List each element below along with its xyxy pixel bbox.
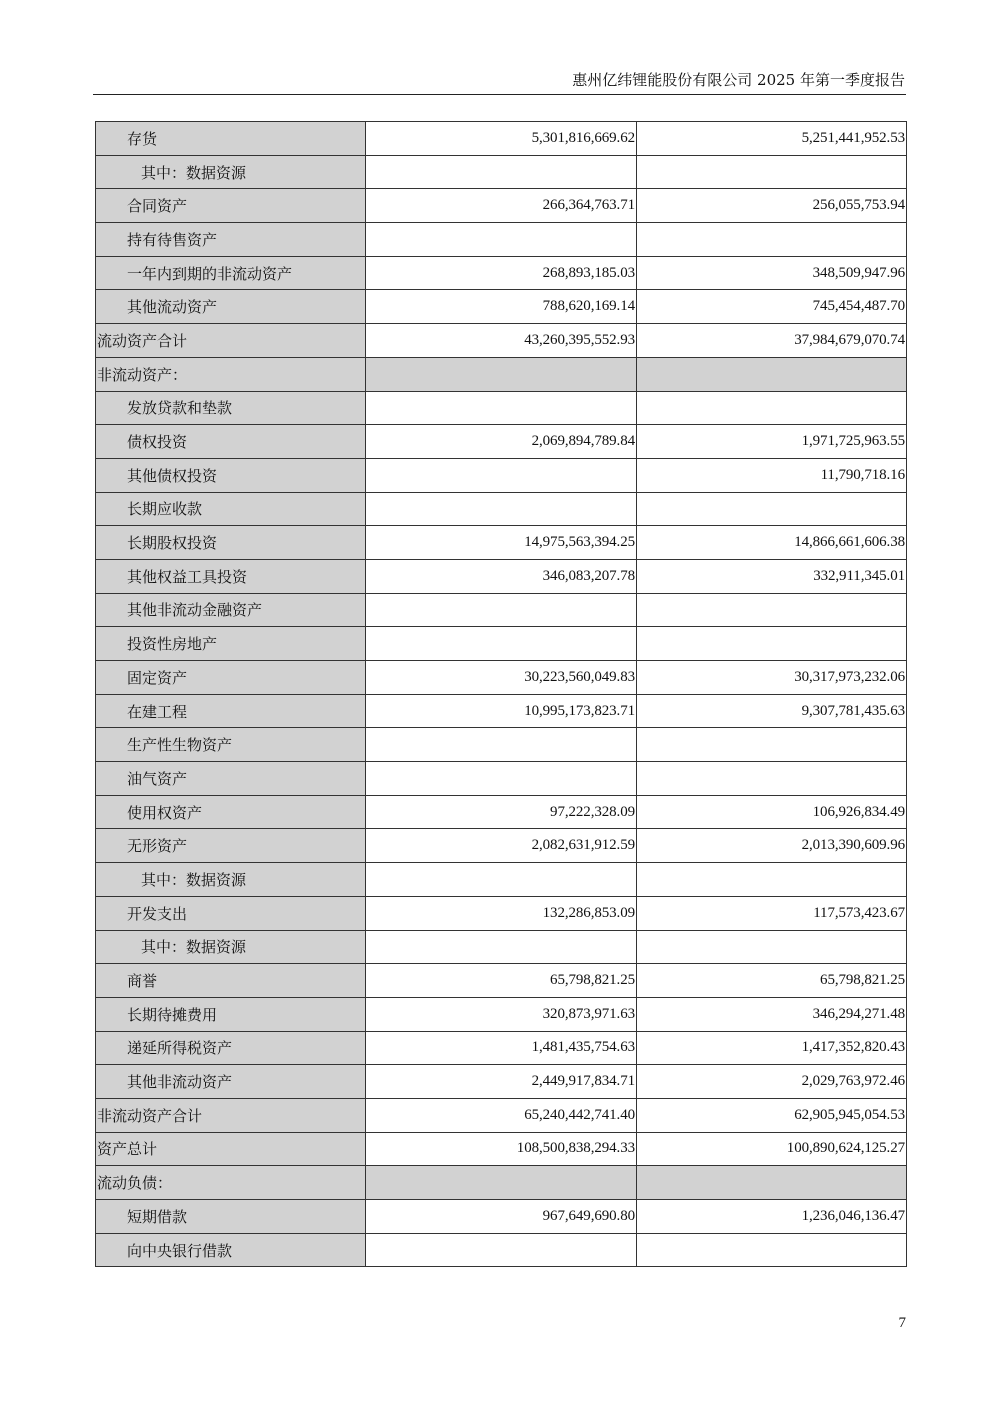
row-label: 开发支出 bbox=[96, 896, 366, 930]
table-row bbox=[96, 324, 907, 358]
table-row bbox=[96, 964, 907, 998]
section-header-row bbox=[96, 1166, 907, 1200]
period-end-value bbox=[366, 762, 637, 796]
table-row bbox=[96, 1233, 907, 1267]
row-label: 固定资产 bbox=[96, 661, 366, 695]
row-label: 非流动资产： bbox=[96, 357, 366, 391]
table-row bbox=[96, 1065, 907, 1099]
row-label: 短期借款 bbox=[96, 1200, 366, 1234]
row-label: 持有待售资产 bbox=[96, 223, 366, 257]
table-row bbox=[96, 1031, 907, 1065]
table-row bbox=[96, 155, 907, 189]
period-end-value bbox=[366, 1233, 637, 1267]
row-label: 存货 bbox=[96, 122, 366, 156]
table-row bbox=[96, 661, 907, 695]
table-row bbox=[96, 425, 907, 459]
row-label: 其中：数据资源 bbox=[96, 930, 366, 964]
balance-sheet-table-body bbox=[96, 122, 907, 1267]
table-row bbox=[96, 256, 907, 290]
table-row bbox=[96, 863, 907, 897]
period-end-value: 268,893,185.03 bbox=[366, 256, 637, 290]
period-end-value: 10,995,173,823.71 bbox=[366, 694, 637, 728]
table-row bbox=[96, 896, 907, 930]
period-start-value: 11,790,718.16 bbox=[637, 458, 907, 492]
period-start-value: 1,236,046,136.47 bbox=[637, 1200, 907, 1234]
row-label: 其他权益工具投资 bbox=[96, 559, 366, 593]
section-header-row bbox=[96, 357, 907, 391]
row-label: 合同资产 bbox=[96, 189, 366, 223]
row-label: 债权投资 bbox=[96, 425, 366, 459]
period-start-value bbox=[637, 1166, 907, 1200]
period-start-value: 106,926,834.49 bbox=[637, 795, 907, 829]
period-start-value bbox=[637, 357, 907, 391]
period-end-value: 2,449,917,834.71 bbox=[366, 1065, 637, 1099]
table-row bbox=[96, 458, 907, 492]
table-row bbox=[96, 391, 907, 425]
table-row bbox=[96, 728, 907, 762]
table-row bbox=[96, 762, 907, 796]
period-end-value: 266,364,763.71 bbox=[366, 189, 637, 223]
table-row bbox=[96, 526, 907, 560]
row-label: 向中央银行借款 bbox=[96, 1233, 366, 1267]
period-start-value bbox=[637, 762, 907, 796]
period-start-value: 5,251,441,952.53 bbox=[637, 122, 907, 156]
period-start-value: 346,294,271.48 bbox=[637, 997, 907, 1031]
period-end-value: 97,222,328.09 bbox=[366, 795, 637, 829]
period-start-value: 9,307,781,435.63 bbox=[637, 694, 907, 728]
period-start-value: 100,890,624,125.27 bbox=[637, 1132, 907, 1166]
period-end-value: 2,069,894,789.84 bbox=[366, 425, 637, 459]
period-end-value: 5,301,816,669.62 bbox=[366, 122, 637, 156]
period-start-value bbox=[637, 593, 907, 627]
row-label: 生产性生物资产 bbox=[96, 728, 366, 762]
table-row bbox=[96, 1200, 907, 1234]
period-end-value bbox=[366, 155, 637, 189]
table-row bbox=[96, 559, 907, 593]
period-start-value bbox=[637, 1233, 907, 1267]
row-label: 其他债权投资 bbox=[96, 458, 366, 492]
table-row bbox=[96, 997, 907, 1031]
period-start-value bbox=[637, 863, 907, 897]
table-row bbox=[96, 795, 907, 829]
row-label: 长期应收款 bbox=[96, 492, 366, 526]
period-start-value: 256,055,753.94 bbox=[637, 189, 907, 223]
balance-sheet-table-container bbox=[95, 121, 906, 1267]
period-start-value: 117,573,423.67 bbox=[637, 896, 907, 930]
period-start-value: 14,866,661,606.38 bbox=[637, 526, 907, 560]
row-label: 长期待摊费用 bbox=[96, 997, 366, 1031]
page-number: 7 bbox=[898, 1315, 906, 1331]
row-label: 非流动资产合计 bbox=[96, 1098, 366, 1132]
table-row bbox=[96, 223, 907, 257]
row-label: 油气资产 bbox=[96, 762, 366, 796]
row-label: 流动资产合计 bbox=[96, 324, 366, 358]
period-end-value: 43,260,395,552.93 bbox=[366, 324, 637, 358]
table-row bbox=[96, 627, 907, 661]
row-label: 无形资产 bbox=[96, 829, 366, 863]
row-label: 资产总计 bbox=[96, 1132, 366, 1166]
report-header-title: 惠州亿纬锂能股份有限公司 2025 年第一季度报告 bbox=[572, 71, 905, 89]
period-start-value bbox=[637, 627, 907, 661]
period-end-value: 1,481,435,754.63 bbox=[366, 1031, 637, 1065]
table-row bbox=[96, 829, 907, 863]
period-end-value: 108,500,838,294.33 bbox=[366, 1132, 637, 1166]
period-start-value bbox=[637, 155, 907, 189]
period-start-value bbox=[637, 930, 907, 964]
header-divider bbox=[93, 94, 906, 95]
table-row bbox=[96, 290, 907, 324]
period-end-value bbox=[366, 492, 637, 526]
period-end-value bbox=[366, 391, 637, 425]
table-row bbox=[96, 189, 907, 223]
row-label: 其他非流动金融资产 bbox=[96, 593, 366, 627]
period-start-value: 37,984,679,070.74 bbox=[637, 324, 907, 358]
period-start-value: 745,454,487.70 bbox=[637, 290, 907, 324]
period-end-value: 14,975,563,394.25 bbox=[366, 526, 637, 560]
period-start-value: 1,417,352,820.43 bbox=[637, 1031, 907, 1065]
table-row bbox=[96, 930, 907, 964]
table-row bbox=[96, 122, 907, 156]
period-end-value: 788,620,169.14 bbox=[366, 290, 637, 324]
period-end-value: 346,083,207.78 bbox=[366, 559, 637, 593]
row-label: 其中：数据资源 bbox=[96, 155, 366, 189]
row-label: 在建工程 bbox=[96, 694, 366, 728]
period-start-value: 1,971,725,963.55 bbox=[637, 425, 907, 459]
row-label: 发放贷款和垫款 bbox=[96, 391, 366, 425]
period-end-value bbox=[366, 930, 637, 964]
period-end-value: 65,240,442,741.40 bbox=[366, 1098, 637, 1132]
period-end-value bbox=[366, 357, 637, 391]
period-start-value: 332,911,345.01 bbox=[637, 559, 907, 593]
period-end-value bbox=[366, 863, 637, 897]
period-end-value bbox=[366, 627, 637, 661]
period-end-value: 132,286,853.09 bbox=[366, 896, 637, 930]
row-label: 其他流动资产 bbox=[96, 290, 366, 324]
row-label: 一年内到期的非流动资产 bbox=[96, 256, 366, 290]
period-end-value bbox=[366, 223, 637, 257]
table-row bbox=[96, 593, 907, 627]
row-label: 递延所得税资产 bbox=[96, 1031, 366, 1065]
period-end-value: 30,223,560,049.83 bbox=[366, 661, 637, 695]
period-start-value: 62,905,945,054.53 bbox=[637, 1098, 907, 1132]
period-start-value bbox=[637, 728, 907, 762]
period-start-value bbox=[637, 391, 907, 425]
period-end-value: 65,798,821.25 bbox=[366, 964, 637, 998]
table-row bbox=[96, 492, 907, 526]
row-label: 长期股权投资 bbox=[96, 526, 366, 560]
period-end-value bbox=[366, 593, 637, 627]
row-label: 其中：数据资源 bbox=[96, 863, 366, 897]
row-label: 其他非流动资产 bbox=[96, 1065, 366, 1099]
period-end-value: 2,082,631,912.59 bbox=[366, 829, 637, 863]
table-row bbox=[96, 694, 907, 728]
period-start-value: 348,509,947.96 bbox=[637, 256, 907, 290]
period-start-value: 30,317,973,232.06 bbox=[637, 661, 907, 695]
row-label: 商誉 bbox=[96, 964, 366, 998]
balance-sheet-table bbox=[95, 121, 907, 1267]
table-row bbox=[96, 1132, 907, 1166]
period-start-value bbox=[637, 223, 907, 257]
period-end-value bbox=[366, 1166, 637, 1200]
period-start-value: 2,013,390,609.96 bbox=[637, 829, 907, 863]
row-label: 投资性房地产 bbox=[96, 627, 366, 661]
period-start-value bbox=[637, 492, 907, 526]
period-end-value: 967,649,690.80 bbox=[366, 1200, 637, 1234]
period-end-value bbox=[366, 728, 637, 762]
row-label: 流动负债： bbox=[96, 1166, 366, 1200]
period-start-value: 65,798,821.25 bbox=[637, 964, 907, 998]
table-row bbox=[96, 1098, 907, 1132]
period-start-value: 2,029,763,972.46 bbox=[637, 1065, 907, 1099]
period-end-value bbox=[366, 458, 637, 492]
period-end-value: 320,873,971.63 bbox=[366, 997, 637, 1031]
row-label: 使用权资产 bbox=[96, 795, 366, 829]
